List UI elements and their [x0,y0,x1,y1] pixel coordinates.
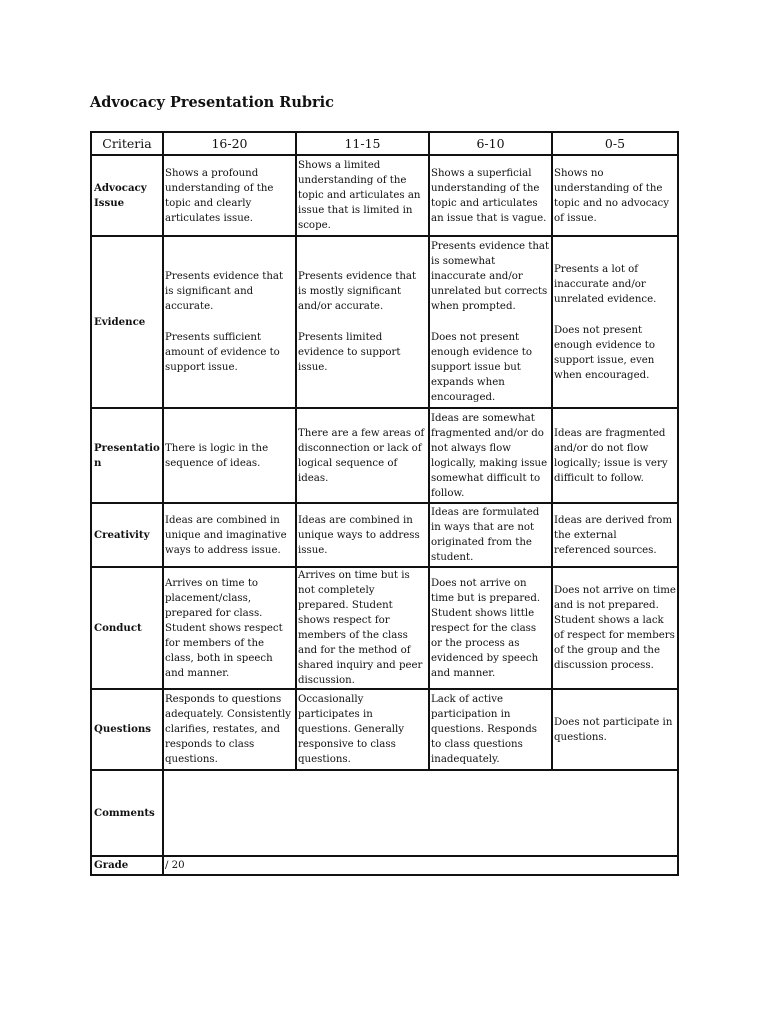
criteria-advocacy-issue: Advocacy Issue [91,155,163,236]
cell-presentation-6-10: Ideas are somewhat fragmented and/or do not always flow logically, making issue somewhat difficult to follow. [429,408,552,503]
cell-conduct-0-5: Does not arrive on time and is not prepared. Student shows a lack of respect for members of the group and the discussion process. [552,567,678,689]
header-16-20: 16-20 [163,132,296,155]
cell-questions-6-10: Lack of active participation in questions. Responds to class questions inadequately. [429,689,552,770]
header-criteria: Criteria [91,132,163,155]
header-6-10: 6-10 [429,132,552,155]
cell-presentation-11-15: There are a few areas of disconnection or lack of logical sequence of ideas. [296,408,429,503]
cell-conduct-6-10: Does not arrive on time but is prepared. Student shows little respect for the class or the process as evidenced by speech and manner. [429,567,552,689]
header-11-15: 11-15 [296,132,429,155]
criteria-creativity: Creativity [91,503,163,567]
row-evidence [91,236,678,408]
row-questions [91,689,678,770]
cell-presentation-0-5: Ideas are fragmented and/or do not flow logically; issue is very difficult to follow. [552,408,678,503]
cell-advocacy-11-15: Shows a limited understanding of the topic and articulates an issue that is limited in scope. [296,155,429,236]
row-advocacy-issue [91,155,678,236]
cell-conduct-11-15: Arrives on time but is not completely prepared. Student shows respect for members of the class and for the method of shared inquiry and peer discussion. [296,567,429,689]
header-row [91,132,678,155]
cell-creativity-11-15: Ideas are combined in unique ways to address issue. [296,503,429,567]
comments-field[interactable] [163,770,678,856]
criteria-grade: Grade [91,856,163,875]
cell-evidence-16-20: Presents evidence that is significant and accurate. Presents sufficient amount of evidence to support issue. [163,236,296,408]
cell-creativity-6-10: Ideas are formulated in ways that are not originated from the student. [429,503,552,567]
cell-advocacy-0-5: Shows no understanding of the topic and no advocacy of issue. [552,155,678,236]
cell-questions-11-15: Occasionally participates in questions. Generally responsive to class questions. [296,689,429,770]
row-creativity [91,503,678,567]
cell-advocacy-6-10: Shows a superficial understanding of the topic and articulates an issue that is vague. [429,155,552,236]
cell-evidence-11-15: Presents evidence that is mostly significant and/or accurate. Presents limited evidence to support issue. [296,236,429,408]
cell-questions-16-20: Responds to questions adequately. Consistently clarifies, restates, and responds to class questions. [163,689,296,770]
cell-advocacy-16-20: Shows a profound understanding of the topic and clearly articulates issue. [163,155,296,236]
row-grade [91,856,678,875]
cell-presentation-16-20: There is logic in the sequence of ideas. [163,408,296,503]
criteria-conduct: Conduct [91,567,163,689]
cell-evidence-0-5: Presents a lot of inaccurate and/or unrelated evidence. Does not present enough evidence to support issue, even when encouraged. [552,236,678,408]
criteria-questions: Questions [91,689,163,770]
criteria-presentation: Presentation [91,408,163,503]
page-title: Advocacy Presentation Rubric [90,94,334,111]
cell-conduct-16-20: Arrives on time to placement/class, prepared for class. Student shows respect for members of the class, both in speech and manner. [163,567,296,689]
row-comments [91,770,678,856]
cell-creativity-0-5: Ideas are derived from the external referenced sources. [552,503,678,567]
criteria-comments: Comments [91,770,163,856]
cell-questions-0-5: Does not participate in questions. [552,689,678,770]
header-0-5: 0-5 [552,132,678,155]
rubric-table [90,131,679,876]
criteria-evidence: Evidence [91,236,163,408]
cell-evidence-6-10: Presents evidence that is somewhat inaccurate and/or unrelated but corrects when prompted. Does not present enough evidence to support issue but expands when encouraged. [429,236,552,408]
grade-field[interactable]: / 20 [163,856,678,875]
row-conduct [91,567,678,689]
row-presentation [91,408,678,503]
cell-creativity-16-20: Ideas are combined in unique and imaginative ways to address issue. [163,503,296,567]
